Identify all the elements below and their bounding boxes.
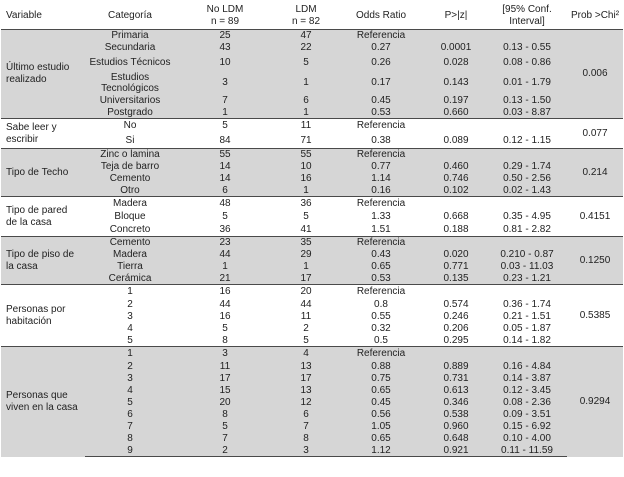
- ldm-count-cell: 35: [275, 237, 337, 249]
- table-row: [1, 361, 623, 373]
- category-cell: Secundaria: [104, 41, 156, 53]
- category-cell: 3: [127, 310, 133, 322]
- prob-chi2-cell: 0.077: [567, 119, 623, 149]
- p-value-cell: 0.0001: [440, 41, 472, 53]
- header-variable: Variable: [1, 2, 85, 30]
- conf-interval-cell: 0.29 - 1.74: [503, 160, 551, 172]
- p-value-cell: [425, 285, 487, 299]
- odds-ratio-cell: Referencia: [337, 197, 425, 211]
- p-value-cell: 0.921: [425, 445, 487, 457]
- p-value-cell: 0.668: [443, 210, 469, 222]
- conf-interval-cell: 0.23 - 1.21: [503, 272, 551, 284]
- odds-ratio-cell: 0.53: [371, 272, 391, 284]
- header-ci-line1: [95% Conf.: [502, 4, 552, 15]
- conf-interval-cell: [487, 119, 567, 133]
- table-row: [1, 285, 623, 299]
- conf-interval-cell: 0.08 - 2.36: [503, 396, 551, 408]
- odds-ratio-cell: 0.27: [371, 41, 391, 53]
- table-row: [1, 107, 623, 119]
- p-value-cell: 0.135: [443, 272, 469, 284]
- ldm-count-cell: 1: [303, 260, 309, 272]
- no-ldm-count-cell: 55: [175, 149, 275, 161]
- ldm-count-cell: 10: [300, 160, 312, 172]
- p-value-cell: [425, 119, 487, 133]
- no-ldm-count-cell: 36: [219, 223, 231, 235]
- ldm-count-cell: 3: [275, 445, 337, 457]
- prob-chi2-cell: 0.1250: [567, 237, 623, 285]
- no-ldm-count-cell: 6: [222, 184, 228, 196]
- odds-ratio-cell: Referencia: [337, 119, 425, 133]
- p-value-cell: 0.295: [443, 334, 469, 346]
- odds-ratio-cell: 0.56: [371, 408, 391, 420]
- conf-interval-cell: 0.12 - 1.15: [503, 134, 551, 146]
- no-ldm-count-cell: 1: [222, 260, 228, 272]
- no-ldm-count-cell: 7: [222, 432, 228, 444]
- no-ldm-count-cell: 44: [219, 298, 231, 310]
- no-ldm-count-cell: 44: [219, 248, 231, 260]
- p-value-cell: 0.574: [443, 298, 469, 310]
- ldm-count-cell: 36: [275, 197, 337, 211]
- odds-ratio-cell: 0.88: [371, 360, 391, 372]
- category-cell: 4: [127, 384, 133, 396]
- no-ldm-count-cell: 16: [219, 310, 231, 322]
- conf-interval-cell: [487, 285, 567, 299]
- ldm-count-cell: 71: [300, 134, 312, 146]
- odds-ratio-cell: Referencia: [337, 285, 425, 299]
- table-row: [1, 323, 623, 335]
- table-row: [1, 197, 623, 211]
- no-ldm-count-cell: 17: [219, 372, 231, 384]
- p-value-cell: 0.206: [443, 322, 469, 334]
- category-cell: Tierra: [117, 260, 143, 272]
- table-row: [1, 445, 623, 457]
- ldm-count-cell: 17: [300, 272, 312, 284]
- ldm-count-cell: 5: [303, 56, 309, 68]
- conf-interval-cell: 0.13 - 0.55: [503, 41, 551, 53]
- odds-ratio-cell: 1.05: [371, 420, 391, 432]
- p-value-cell: 0.771: [443, 260, 469, 272]
- table-row: [1, 119, 623, 133]
- table-row: [1, 335, 623, 347]
- table-row: [1, 54, 623, 72]
- table-row: [1, 299, 623, 311]
- odds-ratio-cell: 0.38: [371, 134, 391, 146]
- conf-interval-cell: 0.14 - 1.82: [503, 334, 551, 346]
- p-value-cell: [425, 347, 487, 361]
- table-row: [1, 311, 623, 323]
- p-value-cell: 0.660: [443, 106, 469, 118]
- odds-ratio-cell: 1.12: [337, 445, 425, 457]
- p-value-cell: [425, 237, 487, 249]
- table-row: [1, 273, 623, 285]
- category-cell: Postgrado: [107, 106, 153, 118]
- no-ldm-count-cell: 8: [222, 408, 228, 420]
- header-p-value: P>|z|: [425, 2, 487, 30]
- p-value-cell: 0.346: [443, 396, 469, 408]
- category-cell: 5: [127, 334, 133, 346]
- p-value-cell: 0.102: [443, 184, 469, 196]
- odds-ratio-cell: 1.14: [371, 172, 391, 184]
- conf-interval-cell: 0.02 - 1.43: [503, 184, 551, 196]
- header-no-ldm-line1: No LDM: [206, 4, 244, 15]
- category-cell: Zinc o lamina: [85, 149, 175, 161]
- category-cell: Primaria: [111, 30, 149, 41]
- conf-interval-cell: 0.35 - 4.95: [503, 210, 551, 222]
- category-cell: 9: [85, 445, 175, 457]
- no-ldm-count-cell: 14: [219, 172, 231, 184]
- prob-chi2-cell: 0.5385: [567, 285, 623, 347]
- conf-interval-cell: 0.03 - 11.03: [500, 260, 554, 272]
- conf-interval-cell: 0.16 - 4.84: [503, 360, 551, 372]
- category-cell: 3: [127, 372, 133, 384]
- odds-ratio-cell: Referencia: [337, 347, 425, 361]
- table-row: [1, 72, 623, 95]
- odds-ratio-cell: 0.65: [371, 384, 391, 396]
- ldm-count-cell: 22: [300, 41, 312, 53]
- odds-ratio-cell: 0.5: [374, 334, 388, 346]
- category-cell: 4: [127, 322, 133, 334]
- no-ldm-count-cell: 23: [175, 237, 275, 249]
- odds-ratio-cell: 0.77: [371, 160, 391, 172]
- p-value-cell: 0.613: [443, 384, 469, 396]
- no-ldm-count-cell: 84: [219, 134, 231, 146]
- odds-ratio-cell: Referencia: [337, 149, 425, 161]
- no-ldm-count-cell: 3: [222, 77, 228, 89]
- ldm-count-cell: 16: [300, 172, 312, 184]
- ldm-count-cell: 13: [300, 360, 312, 372]
- no-ldm-count-cell: 11: [219, 360, 231, 372]
- conf-interval-cell: 0.21 - 1.51: [503, 310, 551, 322]
- p-value-cell: 0.089: [443, 134, 469, 146]
- conf-interval-cell: 0.36 - 1.74: [503, 298, 551, 310]
- prob-chi2-cell: 0.9294: [567, 347, 623, 457]
- odds-ratio-cell: 0.53: [371, 106, 391, 118]
- header-ldm: [275, 2, 337, 30]
- category-cell: Estudios Tecnológicos: [101, 71, 159, 94]
- p-value-cell: 0.648: [443, 432, 469, 444]
- ldm-count-cell: 1: [303, 77, 309, 89]
- no-ldm-count-cell: 5: [222, 322, 228, 334]
- p-value-cell: 0.197: [443, 94, 469, 106]
- table-body: [1, 30, 623, 457]
- odds-ratio-cell: 0.45: [371, 396, 391, 408]
- odds-ratio-cell: 0.65: [371, 260, 391, 272]
- category-cell: 1: [85, 285, 175, 299]
- ldm-count-cell: 13: [300, 384, 312, 396]
- variable-name-cell: Sabe leer y escribir: [1, 119, 85, 149]
- p-value-cell: 0.028: [443, 56, 469, 68]
- no-ldm-count-cell: 25: [219, 30, 231, 41]
- conf-interval-cell: 0.50 - 2.56: [503, 172, 551, 184]
- no-ldm-count-cell: 7: [222, 94, 228, 106]
- odds-ratio-table: [1, 2, 623, 457]
- category-cell: 1: [85, 347, 175, 361]
- p-value-cell: 0.889: [443, 360, 469, 372]
- odds-ratio-cell: 1.51: [371, 223, 391, 235]
- category-cell: 5: [127, 396, 133, 408]
- category-cell: 6: [127, 408, 133, 420]
- ldm-count-cell: 41: [300, 223, 312, 235]
- table-row: [1, 161, 623, 173]
- header-categoria: Categoría: [85, 2, 175, 30]
- table-row: [1, 185, 623, 197]
- header-no-ldm-line2: n = 89: [210, 15, 240, 27]
- ldm-count-cell: 6: [303, 408, 309, 420]
- ldm-count-cell: 1: [303, 184, 309, 196]
- no-ldm-count-cell: 10: [219, 56, 231, 68]
- p-value-cell: 0.460: [443, 160, 469, 172]
- variable-name-cell: Tipo de Techo: [1, 149, 85, 197]
- variable-name-cell: Tipo de pared de la casa: [1, 197, 85, 237]
- odds-ratio-cell: 0.26: [371, 56, 391, 68]
- category-cell: Cemento: [85, 237, 175, 249]
- no-ldm-count-cell: 5: [175, 119, 275, 133]
- category-cell: Estudios Técnicos: [89, 56, 171, 68]
- no-ldm-count-cell: 8: [222, 334, 228, 346]
- no-ldm-count-cell: 43: [219, 41, 231, 53]
- header-conf-interval: [487, 2, 567, 30]
- conf-interval-cell: [487, 197, 567, 211]
- ldm-count-cell: 1: [303, 106, 309, 118]
- conf-interval-cell: 0.08 - 0.86: [503, 56, 551, 68]
- category-cell: 2: [127, 298, 133, 310]
- prob-chi2-cell: 0.006: [582, 68, 608, 80]
- table-row: [1, 409, 623, 421]
- ldm-count-cell: 17: [300, 372, 312, 384]
- category-cell: Otro: [120, 184, 140, 196]
- category-cell: Cerámica: [108, 272, 152, 284]
- odds-ratio-cell: 0.43: [371, 248, 391, 260]
- prob-chi2-cell: 0.214: [567, 149, 623, 197]
- p-value-cell: 0.960: [443, 420, 469, 432]
- odds-ratio-cell: 0.17: [371, 77, 391, 89]
- header-ldm-line2: n = 82: [291, 15, 321, 27]
- odds-ratio-table-container: [1, 2, 623, 457]
- ldm-count-cell: 44: [300, 298, 312, 310]
- odds-ratio-cell: 0.45: [371, 94, 391, 106]
- odds-ratio-cell: 0.55: [371, 310, 391, 322]
- conf-interval-cell: 0.13 - 1.50: [503, 94, 551, 106]
- ldm-count-cell: 11: [275, 119, 337, 133]
- conf-interval-cell: 0.14 - 3.87: [503, 372, 551, 384]
- ldm-count-cell: 20: [275, 285, 337, 299]
- p-value-cell: 0.746: [443, 172, 469, 184]
- odds-ratio-cell: 1.33: [371, 210, 391, 222]
- table-row: [1, 421, 623, 433]
- table-header-row: [1, 2, 623, 30]
- table-row: [1, 249, 623, 261]
- conf-interval-cell: [487, 237, 567, 249]
- odds-ratio-cell: 0.65: [371, 432, 391, 444]
- variable-name-cell: Tipo de piso de la casa: [1, 237, 85, 285]
- conf-interval-cell: [487, 30, 567, 42]
- category-cell: Concreto: [109, 223, 151, 235]
- prob-chi2-cell: 0.4151: [567, 197, 623, 237]
- ldm-count-cell: 7: [303, 420, 309, 432]
- table-row: [1, 347, 623, 361]
- table-row: [1, 397, 623, 409]
- header-prob-chi2: Prob >Chi²: [567, 2, 623, 30]
- conf-interval-cell: 0.15 - 6.92: [503, 420, 551, 432]
- ldm-count-cell: 8: [303, 432, 309, 444]
- category-cell: No: [85, 119, 175, 133]
- ldm-count-cell: 2: [303, 322, 309, 334]
- category-cell: Si: [125, 134, 135, 146]
- odds-ratio-cell: 0.16: [371, 184, 391, 196]
- no-ldm-count-cell: 20: [219, 396, 231, 408]
- conf-interval-cell: [487, 347, 567, 361]
- category-cell: 8: [127, 432, 133, 444]
- category-cell: Madera: [113, 248, 147, 260]
- p-value-cell: 0.731: [443, 372, 469, 384]
- odds-ratio-cell: 0.8: [374, 298, 388, 310]
- ldm-count-cell: 4: [275, 347, 337, 361]
- no-ldm-count-cell: 48: [175, 197, 275, 211]
- p-value-cell: 0.020: [443, 248, 469, 260]
- no-ldm-count-cell: 16: [175, 285, 275, 299]
- category-cell: Madera: [85, 197, 175, 211]
- p-value-cell: [425, 149, 487, 161]
- no-ldm-count-cell: 5: [222, 420, 228, 432]
- variable-name-cell: Personas que viven en la casa: [1, 347, 85, 457]
- header-odds-ratio: Odds Ratio: [337, 2, 425, 30]
- table-row: [1, 211, 623, 223]
- table-row: [1, 30, 623, 42]
- conf-interval-cell: 0.11 - 11.59: [487, 445, 567, 457]
- no-ldm-count-cell: 21: [219, 272, 231, 284]
- no-ldm-count-cell: 2: [175, 445, 275, 457]
- p-value-cell: 0.538: [443, 408, 469, 420]
- no-ldm-count-cell: 1: [222, 106, 228, 118]
- table-row: [1, 385, 623, 397]
- conf-interval-cell: 0.81 - 2.82: [503, 223, 551, 235]
- p-value-cell: 0.188: [443, 223, 469, 235]
- odds-ratio-cell: Referencia: [337, 237, 425, 249]
- category-cell: Bloque: [114, 210, 146, 222]
- ldm-count-cell: 55: [275, 149, 337, 161]
- header-no-ldm: [175, 2, 275, 30]
- odds-ratio-cell: Referencia: [356, 30, 406, 41]
- conf-interval-cell: 0.12 - 3.45: [503, 384, 551, 396]
- conf-interval-cell: 0.01 - 1.79: [503, 77, 551, 89]
- ldm-count-cell: 5: [303, 334, 309, 346]
- conf-interval-cell: 0.09 - 3.51: [503, 408, 551, 420]
- table-row: [1, 133, 623, 149]
- header-ci-line2: Interval]: [509, 15, 545, 27]
- category-cell: Universitarios: [99, 94, 161, 106]
- table-row: [1, 433, 623, 445]
- no-ldm-count-cell: 15: [219, 384, 231, 396]
- p-value-cell: 0.246: [443, 310, 469, 322]
- conf-interval-cell: 0.03 - 8.87: [503, 106, 551, 118]
- p-value-cell: [425, 197, 487, 211]
- conf-interval-cell: 0.05 - 1.87: [503, 322, 551, 334]
- table-row: [1, 149, 623, 161]
- category-cell: Cemento: [109, 172, 151, 184]
- ldm-count-cell: 47: [300, 30, 312, 41]
- conf-interval-cell: 0.210 - 0.87: [500, 248, 554, 260]
- conf-interval-cell: 0.10 - 4.00: [503, 432, 551, 444]
- p-value-cell: 0.143: [443, 77, 469, 89]
- conf-interval-cell: [487, 149, 567, 161]
- p-value-cell: [425, 30, 487, 42]
- table-row: [1, 223, 623, 237]
- ldm-count-cell: 12: [300, 396, 312, 408]
- category-cell: 7: [127, 420, 133, 432]
- table-row: [1, 261, 623, 273]
- ldm-count-cell: 29: [300, 248, 312, 260]
- table-row: [1, 373, 623, 385]
- ldm-count-cell: 11: [300, 310, 312, 322]
- variable-name-cell: Personas por habitación: [1, 285, 85, 347]
- category-cell: Teja de barro: [100, 160, 160, 172]
- no-ldm-count-cell: 3: [175, 347, 275, 361]
- table-row: [1, 42, 623, 54]
- no-ldm-count-cell: 5: [222, 210, 228, 222]
- table-row: [1, 173, 623, 185]
- odds-ratio-cell: 0.75: [371, 372, 391, 384]
- ldm-count-cell: 6: [303, 94, 309, 106]
- category-cell: 2: [127, 360, 133, 372]
- odds-ratio-cell: 0.32: [371, 322, 391, 334]
- header-ldm-line1: LDM: [295, 4, 317, 15]
- ldm-count-cell: 5: [303, 210, 309, 222]
- table-row: [1, 237, 623, 249]
- no-ldm-count-cell: 14: [219, 160, 231, 172]
- table-row: [1, 95, 623, 107]
- variable-name-cell: Último estudio realizado: [6, 62, 70, 85]
